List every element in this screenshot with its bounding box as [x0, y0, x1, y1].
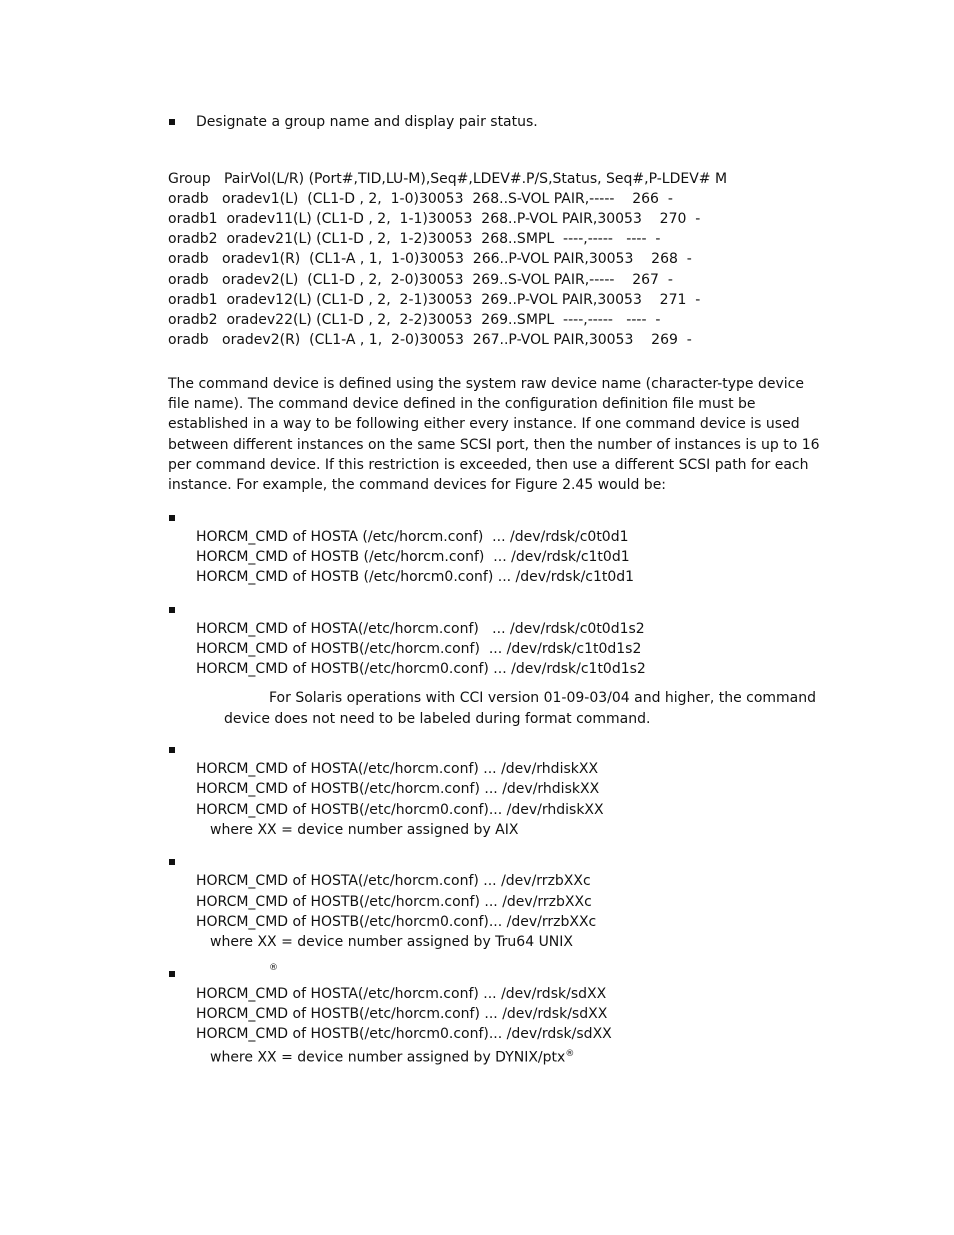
- horcm-cmd-line: HORCM_CMD of HOSTB(/etc/horcm0.conf)... /dev/rhdiskXX: [196, 802, 604, 818]
- where-note-line: [210, 1044, 574, 1068]
- bullet-marker: [169, 607, 175, 613]
- horcm-cmd-line: HORCM_CMD of HOSTB(/etc/horcm.conf) ... /dev/rrzbXXc: [196, 894, 592, 910]
- horcm-cmd-line: HORCM_CMD of HOSTB(/etc/horcm0.conf) ... /dev/rdsk/c1t0d1s2: [196, 661, 646, 677]
- where-note: where XX = device number assigned by DYNIX/ptx: [210, 1049, 566, 1066]
- pair-table-row: oradb oradev2(R) (CL1-A , 1, 2-0)30053 267..P-VOL PAIR,30053 269 -: [168, 332, 692, 348]
- pair-table-row: oradb oradev1(L) (CL1-D , 2, 1-0)30053 268..S-VOL PAIR,----- 266 -: [168, 191, 673, 207]
- horcm-cmd-line: HORCM_CMD of HOSTA(/etc/horcm.conf) ... /dev/rhdiskXX: [196, 761, 599, 777]
- pair-table-row: oradb1 oradev11(L) (CL1-D , 2, 1-1)30053 268..P-VOL PAIR,30053 270 -: [168, 211, 701, 227]
- pair-table-row: oradb oradev1(R) (CL1-A , 1, 1-0)30053 266..P-VOL PAIR,30053 268 -: [168, 251, 692, 267]
- pair-table-row: oradb2 oradev21(L) (CL1-D , 2, 1-2)30053 268..SMPL ----,----- ---- -: [168, 231, 661, 247]
- horcm-cmd-line: HORCM_CMD of HOSTB(/etc/horcm0.conf)... /dev/rdsk/sdXX: [196, 1026, 612, 1042]
- horcm-cmd-line: HORCM_CMD of HOSTA(/etc/horcm.conf) ... /dev/rdsk/sdXX: [196, 986, 607, 1002]
- bullet-marker: [169, 747, 175, 753]
- horcm-cmd-line: HORCM_CMD of HOSTB (/etc/horcm0.conf) ... /dev/rdsk/c1t0d1: [196, 569, 635, 585]
- bullet-marker: [169, 515, 175, 521]
- solaris-note: For Solaris operations with CCI version 01-09-03/04 and higher, the command device does not need to be labeled during format command.: [224, 690, 817, 727]
- horcm-cmd-line: HORCM_CMD of HOSTB(/etc/horcm.conf) ... /dev/rdsk/c1t0d1s2: [196, 641, 642, 657]
- where-note: where XX = device number assigned by AIX: [210, 822, 519, 838]
- bullet-marker: [169, 119, 175, 125]
- horcm-cmd-line: HORCM_CMD of HOSTA(/etc/horcm.conf) ... /dev/rdsk/c0t0d1s2: [196, 621, 645, 637]
- pair-table-row: oradb oradev2(L) (CL1-D , 2, 2-0)30053 269..S-VOL PAIR,----- 267 -: [168, 272, 673, 288]
- registered-mark: ®: [565, 1049, 575, 1059]
- intro-bullet-text: Designate a group name and display pair status.: [196, 114, 538, 130]
- where-note: where XX = device number assigned by Tru64 UNIX: [210, 934, 574, 950]
- horcm-cmd-line: HORCM_CMD of HOSTB(/etc/horcm.conf) ... /dev/rdsk/sdXX: [196, 1006, 608, 1022]
- registered-mark: ®: [269, 963, 278, 973]
- bullet-marker: [169, 859, 175, 865]
- horcm-cmd-line: HORCM_CMD of HOSTB (/etc/horcm.conf) ... /dev/rdsk/c1t0d1: [196, 549, 630, 565]
- pair-table-header: Group PairVol(L/R) (Port#,TID,LU-M),Seq#,LDEV#.P/S,Status, Seq#,P-LDEV# M: [168, 171, 728, 187]
- horcm-cmd-line: HORCM_CMD of HOSTA(/etc/horcm.conf) ... /dev/rrzbXXc: [196, 873, 591, 889]
- bullet-marker: [169, 971, 175, 977]
- horcm-cmd-line: HORCM_CMD of HOSTB(/etc/horcm.conf) ... /dev/rhdiskXX: [196, 781, 600, 797]
- command-device-paragraph: The command device is defined using the system raw device name (character-type device file name). The command device defined in the configuration definition file must be established in a way to be following either every instance. If one command device is used between different instances on the same SCSI port, then the number of instances is up to 16 per command device. If this restriction is exceeded, then use a different SCSI path for each instance. For example, the command devices for Figure 2.45 would be:: [168, 376, 820, 494]
- pair-table-row: oradb1 oradev12(L) (CL1-D , 2, 2-1)30053 269..P-VOL PAIR,30053 271 -: [168, 292, 701, 308]
- horcm-cmd-line: HORCM_CMD of HOSTB(/etc/horcm0.conf)... /dev/rrzbXXc: [196, 914, 597, 930]
- pair-table-row: oradb2 oradev22(L) (CL1-D , 2, 2-2)30053 269..SMPL ----,----- ---- -: [168, 312, 661, 328]
- horcm-cmd-line: HORCM_CMD of HOSTA (/etc/horcm.conf) ... /dev/rdsk/c0t0d1: [196, 529, 629, 545]
